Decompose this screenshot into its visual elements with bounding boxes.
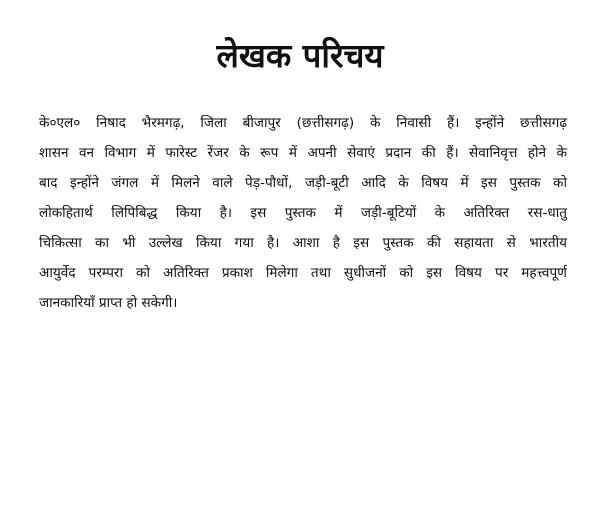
paragraph-line: जानकारियाँ प्राप्त हो सकेगी। <box>39 295 178 311</box>
author-introduction-paragraph <box>39 108 567 318</box>
paragraph-line: चिकित्सा का भी उल्लेख किया गया है। आशा है इस पुस्तक की सहायता से भारतीय <box>39 235 567 251</box>
page-title: लेखक परिचय <box>216 36 384 75</box>
paragraph-line: लोकहितार्थ लिपिबिद्ध किया है। इस पुस्तक में जड़ी-बूटियों के अतिरिक्त रस-धातु <box>39 205 567 221</box>
paragraph-line: के०एल० निषाद भैरमगढ़, जिला बीजापुर (छत्तीसगढ़) के निवासी हैं। इन्होंने छत्तीसगढ़ <box>39 115 567 131</box>
paragraph-line: शासन वन विभाग में फारेस्ट रेंजर के रूप में अपनी सेवाएं प्रदान की हैं। सेवानिवृत्त होने के <box>39 145 567 161</box>
paragraph-line: आयुर्वेद परम्परा को अतिरिक्त प्रकाश मिलेगा तथा सुधीजनों को इस विषय पर महत्त्वपूर्ण <box>39 265 567 281</box>
paragraph-line: बाद इन्होंने जंगल में मिलने वाले पेड़-पौधों, जड़ी-बूटी आदि के विषय में इस पुस्तक को <box>39 175 567 191</box>
